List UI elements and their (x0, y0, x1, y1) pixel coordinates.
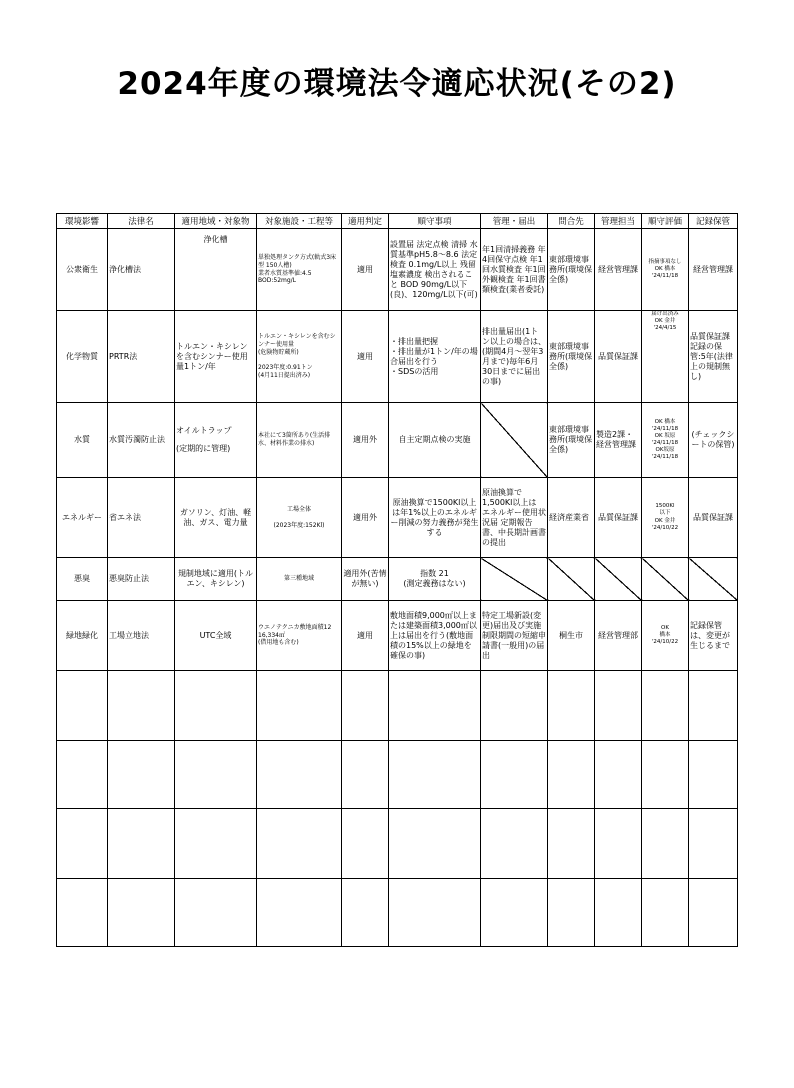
empty-row (57, 879, 738, 947)
impact-cell: 緑地緑化 (57, 601, 108, 671)
compliance-cell: 設置届 法定点検 清掃 水質基準pH5.8〜8.6 法定検査 0.1mg/L以上 残留塩素濃度 検出されること BOD 90mg/L以下(良)、120mg/L以下(可) (389, 229, 481, 311)
management-cell: 特定工場新設(変更)届出及び実施制限期間の短縮申請書(一般用)の届出 (481, 601, 548, 671)
impact-cell: 悪臭 (57, 558, 108, 601)
compliance-cell: 原油換算で1500Kl以上は年1%以上のエネルギー削減の努力義務が発生する (389, 478, 481, 558)
impact-cell: 化学物質 (57, 311, 108, 403)
evaluation-cell: OK 橋本 '24/10/22 (642, 601, 689, 671)
management-cell-empty (481, 403, 548, 478)
facility-cell: 本社にて3箇所あり(生活排水、材料作業の排水) (257, 403, 342, 478)
facility-cell: 単独処理タンク方式(軌式3床型 150人槽) 業者水質基準値:4.5 BOD:52mg/L (257, 229, 342, 311)
table-row (57, 229, 738, 311)
header-area: 適用地域・対象物 (175, 214, 257, 229)
manager-cell: 経営管理部 (595, 601, 642, 671)
manager-cell-empty (595, 558, 642, 601)
manager-cell: 製造2課・経営管理課 (595, 403, 642, 478)
record-cell: 品質保証課 (689, 478, 738, 558)
contact-cell: 東部環境事務所(環境保全係) (548, 229, 595, 311)
area-cell: UTC全域 (175, 601, 257, 671)
impact-cell: 公衆衛生 (57, 229, 108, 311)
table-row (57, 403, 738, 478)
header-management: 管理・届出 (481, 214, 548, 229)
area-cell: トルエン・キシレンを含むシンナー使用量1トン/年 (175, 311, 257, 403)
header-law: 法律名 (108, 214, 175, 229)
impact-cell: エネルギー (57, 478, 108, 558)
table-row (57, 601, 738, 671)
judgement-cell: 適用 (342, 229, 389, 311)
contact-cell: 桐生市 (548, 601, 595, 671)
manager-cell: 経営管理課 (595, 229, 642, 311)
management-cell: 原油換算で1,500Kl以上は エネルギー使用状況届 定期報告書、中長期計画書の提出 (481, 478, 548, 558)
table-header-row (57, 214, 738, 229)
judgement-cell: 適用外 (342, 478, 389, 558)
header-evaluation: 順守評価 (642, 214, 689, 229)
impact-cell: 水質 (57, 403, 108, 478)
management-cell-empty (481, 558, 548, 601)
header-judgement: 適用判定 (342, 214, 389, 229)
area-cell: オイルトラップ (定期的に管理) (175, 403, 257, 478)
facility-cell: 第三種地域 (257, 558, 342, 601)
header-contact: 問合先 (548, 214, 595, 229)
management-cell: 排出量届出(1トン以上の場合は、(期間4月〜翌年3月まで)毎年6月30日までに届出の事) (481, 311, 548, 403)
judgement-cell: 適用 (342, 601, 389, 671)
law-cell: 水質汚濁防止法 (108, 403, 175, 478)
law-cell: 浄化槽法 (108, 229, 175, 311)
manager-cell: 品質保証課 (595, 478, 642, 558)
empty-row (57, 809, 738, 879)
contact-cell: 経済産業省 (548, 478, 595, 558)
management-cell: 年1回清掃義務 年4回保守点検 年1回水質検査 年1回外観検査 年1回書類検査(業者委託) (481, 229, 548, 311)
judgement-cell: 適用外 (342, 403, 389, 478)
facility-cell: 工場全体 (2023年度:152Kl) (257, 478, 342, 558)
contact-cell-empty (548, 558, 595, 601)
compliance-cell: 敷地面積9,000㎡以上または建築面積3,000㎡以上は届出を行う(敷地面積の15%以上の緑地を確保の事) (389, 601, 481, 671)
record-cell: (チェックシートの保管) (689, 403, 738, 478)
empty-row (57, 671, 738, 741)
record-cell: 品質保証課 記録の保管:5年(法律上の規制無し) (689, 311, 738, 403)
record-cell: 記録保管は、変更が生じるまで (689, 601, 738, 671)
facility-cell: トルエン・キシレンを含むシンナー使用量 (危険物貯蔵所) 2023年度:0.91トン (4月11日提出済み) (257, 311, 342, 403)
header-impact: 環境影響 (57, 214, 108, 229)
contact-cell: 東部環境事務所(環境保全係) (548, 311, 595, 403)
law-cell: PRTR法 (108, 311, 175, 403)
table-row (57, 311, 738, 403)
law-cell: 省エネ法 (108, 478, 175, 558)
table-row (57, 558, 738, 601)
compliance-cell: 指数 21 (測定義務はない) (389, 558, 481, 601)
area-cell: 浄化槽 (175, 229, 257, 311)
table-row (57, 478, 738, 558)
judgement-cell: 適用 (342, 311, 389, 403)
evaluation-cell-empty (642, 558, 689, 601)
evaluation-cell: 届け出済み OK 金井 '24/4/15 (642, 311, 689, 403)
page-title: 2024年度の環境法令適応状況(その2) (117, 66, 677, 102)
evaluation-cell: 1500Kl 以下 OK 金井 '24/10/22 (642, 478, 689, 558)
header-compliance: 順守事項 (389, 214, 481, 229)
header-facility: 対象施設・工程等 (257, 214, 342, 229)
judgement-cell: 適用外(苦情が無い) (342, 558, 389, 601)
regulation-table (56, 213, 738, 947)
compliance-cell: 自主定期点検の実施 (389, 403, 481, 478)
record-cell: 経営管理課 (689, 229, 738, 311)
header-record: 記録保管 (689, 214, 738, 229)
law-cell: 悪臭防止法 (108, 558, 175, 601)
law-cell: 工場立地法 (108, 601, 175, 671)
evaluation-cell: OK 橋本 '24/11/18 OK 坂原 '24/11/18 OK坂原 '24/11/18 (642, 403, 689, 478)
header-manager: 管理担当 (595, 214, 642, 229)
manager-cell: 品質保証課 (595, 311, 642, 403)
area-cell: 規制地域に適用(トルエン、キシレン) (175, 558, 257, 601)
contact-cell: 東部環境事務所(環境保全係) (548, 403, 595, 478)
facility-cell: ウエノテクニカ敷地面積12 16,334㎡ (借用地も含む) (257, 601, 342, 671)
record-cell-empty (689, 558, 738, 601)
compliance-cell: ・排出量把握 ・排出量が1トン/年の場合届出を行う ・SDSの活用 (389, 311, 481, 403)
evaluation-cell: 指摘事項なし OK 橋本 '24/11/18 (642, 229, 689, 311)
area-cell: ガソリン、灯油、軽油、ガス、電力量 (175, 478, 257, 558)
empty-row (57, 741, 738, 809)
